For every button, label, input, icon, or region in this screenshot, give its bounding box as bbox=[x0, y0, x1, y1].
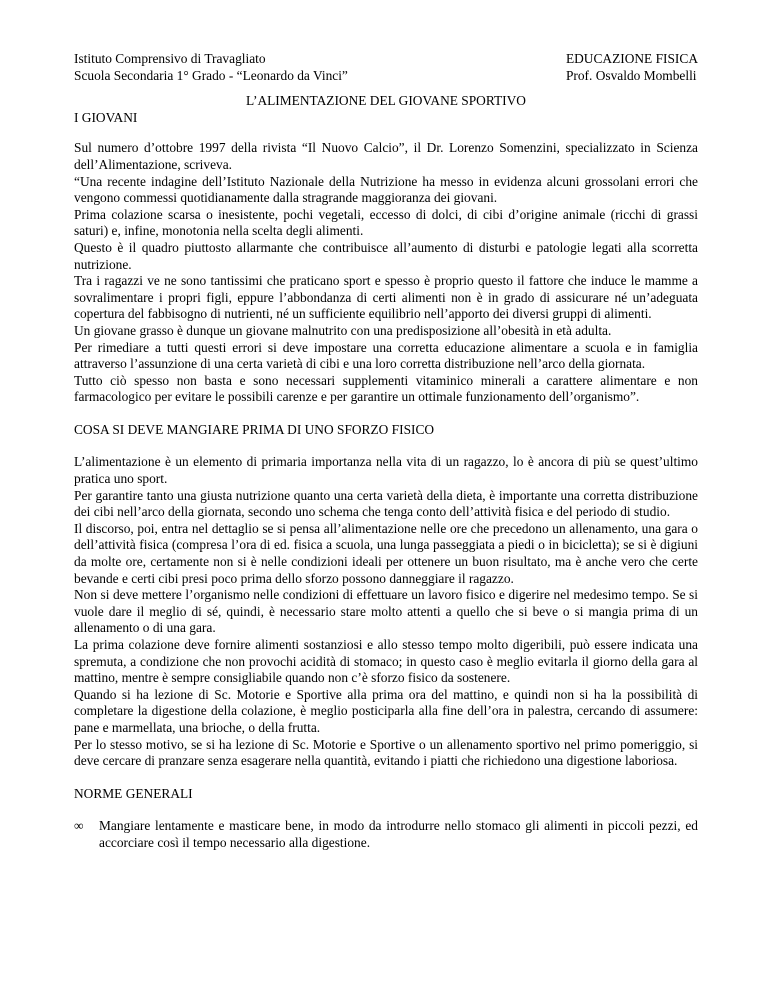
section-heading-giovani: I GIOVANI bbox=[74, 109, 138, 125]
page-header bbox=[74, 51, 698, 84]
section-body-giovani bbox=[74, 140, 698, 406]
infinity-bullet-icon: ∞ bbox=[74, 818, 84, 834]
paragraph: “Una recente indagine dell’Istituto Nazionale della Nutrizione ha messo in evidenza alcuni grossolani errori che vengono commessi quotidianamente dalla stragrande maggioranza dei giovani. bbox=[74, 173, 698, 206]
paragraph: L’alimentazione è un elemento di primaria importanza nella vita di un ragazzo, lo è ancora di più se quest’ultimo pratica uno sport. bbox=[74, 454, 698, 487]
paragraph: Per rimediare a tutti questi errori si deve impostare una corretta educazione alimentare a scuola e in famiglia attraverso l’assunzione di una certa varietà di cibi e una loro corretta distribuzione nell’arco della giornata. bbox=[74, 339, 698, 372]
section-heading-sforzo-fisico: COSA SI DEVE MANGIARE PRIMA DI UNO SFORZO FISICO bbox=[74, 421, 435, 437]
paragraph: Questo è il quadro piuttosto allarmante che contribuisce all’aumento di disturbi e patologie legati alla scorretta nutrizione. bbox=[74, 239, 698, 272]
section-heading-norme-generali: NORME GENERALI bbox=[74, 785, 193, 801]
paragraph: La prima colazione deve fornire alimenti sostanziosi e allo stesso tempo molto digeribili, può essere indicata una spremuta, a condizione che non provochi acidità di stomaco; in questo caso è meglio evitarla il giorno della gara al mattino, mentre è sempre consigliabile quando non c’è sforzo fisico da sostenere. bbox=[74, 637, 698, 686]
paragraph: Prima colazione scarsa o inesistente, pochi vegetali, eccesso di dolci, di cibi d’origine animale (ricchi di grassi saturi) e, infine, monotonia nella scelta degli alimenti. bbox=[74, 206, 698, 239]
document-title: L’ALIMENTAZIONE DEL GIOVANE SPORTIVO bbox=[246, 93, 526, 109]
paragraph: Sul numero d’ottobre 1997 della rivista “Il Nuovo Calcio”, il Dr. Lorenzo Somenzini, specializzato in Scienza dell’Alimentazione, scriveva. bbox=[74, 140, 698, 172]
paragraph: Non si deve mettere l’organismo nelle condizioni di effettuare un lavoro fisico e digerire nel medesimo tempo. Se si vuole dare il meglio di sé, quindi, è necessario stare molto attenti a quello che si beve o si mangia prima di un allenamento o di una gara. bbox=[74, 587, 698, 636]
school-section: Scuola Secondaria 1° Grado - “Leonardo da Vinci” bbox=[74, 67, 348, 83]
paragraph: Tutto ciò spesso non basta e sono necessari supplementi vitaminico minerali a carattere alimentare e non farmacologico per evitare le possibili carenze e per garantire un ottimale funzionamento dell’organismo”. bbox=[74, 372, 698, 405]
paragraph: Per garantire tanto una giusta nutrizione quanto una certa varietà della dieta, è importante una corretta distribuzione dei cibi nell’arco della giornata, secondo uno schema che tenga conto dell’attività fisica e del periodo di studio. bbox=[74, 487, 698, 520]
paragraph: Tra i ragazzi ve ne sono tantissimi che praticano sport e spesso è proprio questo il fattore che induce le mamme a sovralimentare i propri figli, eppure l’abbondanza di certi alimenti non è in grado di assicurare né un’adeguata copertura del fabbisogno di nutrienti, né un sufficiente equilibrio nell’apporto dei diversi gruppi di alimenti. bbox=[74, 273, 698, 322]
list-item bbox=[74, 818, 698, 851]
paragraph: Per lo stesso motivo, se si ha lezione di Sc. Motorie e Sportive o un allenamento sportivo nel primo pomeriggio, si deve cercare di pranzare senza esagerare nella quantità, evitando i piatti che richiedono una digestione laboriosa. bbox=[74, 736, 698, 769]
paragraph: Il discorso, poi, entra nel dettaglio se si pensa all’alimentazione nelle ore che precedono un allenamento, una gara o dell’attività fisica (compresa l’ora di ed. fisica a scuola, una lunga passeggiata a piedi o in bicicletta); se si è digiuni da molte ore, certamente non si è nelle condizioni ideali per ottenere un buon risultato, ma è anche vero che certe bevande e certi cibi presi poco prima dello sforzo possono danneggiare il ragazzo. bbox=[74, 520, 698, 586]
school-name: Istituto Comprensivo di Travagliato bbox=[74, 51, 266, 66]
header-right bbox=[566, 51, 698, 84]
list-item-text: Mangiare lentamente e masticare bene, in modo da introdurre nello stomaco gli alimenti in piccoli pezzi, ed accorciare così il tempo necessario alla digestione. bbox=[99, 818, 698, 850]
header-left bbox=[74, 51, 348, 84]
paragraph: Quando si ha lezione di Sc. Motorie e Sportive alla prima ora del mattino, e quindi non si ha la possibilità di completare la digestione della colazione, è meglio posticiparla alla fine dell’ora in palestra, cercando di assumere: pane e marmellata, una brioche, o della frutta. bbox=[74, 686, 698, 735]
section-body-sforzo-fisico bbox=[74, 454, 698, 769]
paragraph: Un giovane grasso è dunque un giovane malnutrito con una predisposizione all’obesità in età adulta. bbox=[74, 322, 612, 338]
subject-name: EDUCAZIONE FISICA bbox=[565, 51, 698, 66]
teacher-name: Prof. Osvaldo Mombelli bbox=[565, 67, 697, 83]
